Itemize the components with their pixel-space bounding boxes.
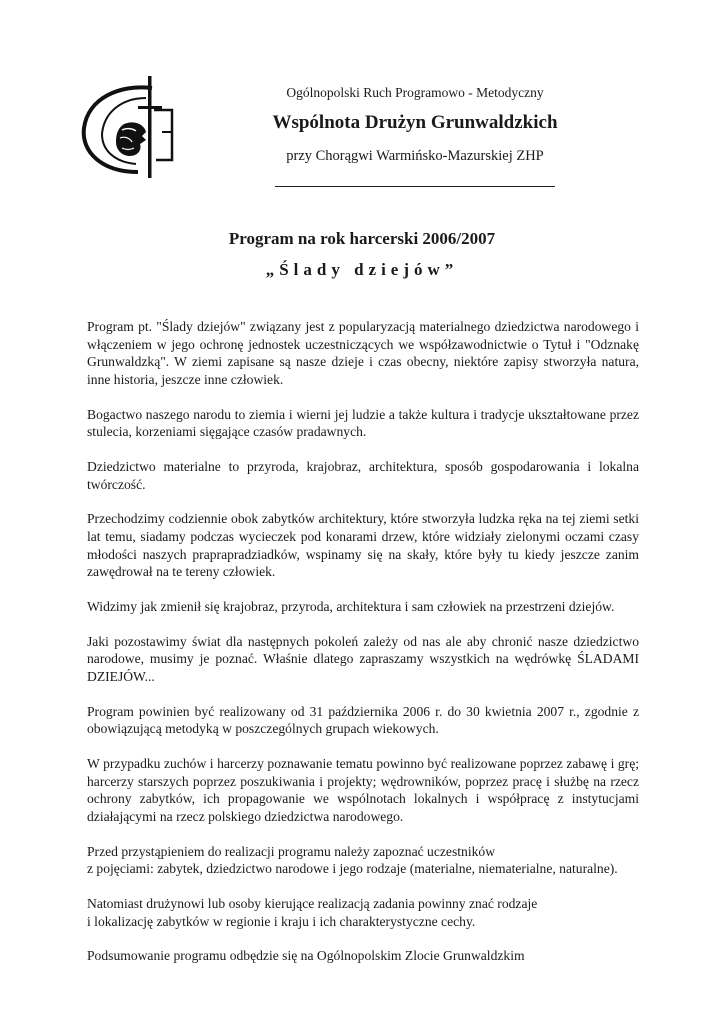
paragraph-4: Przechodzimy codziennie obok zabytków architektury, które stworzyła ludzka ręka na tej ziemi setki lat temu, siadamy podczas wycieczek pod konarami drzew, które widziały zielonymi oczami czasy młodości naszych praprapradziadków, wspinamy się na skały, które były tu kiedy jeszcze zanim zawędrował na te tereny człowiek. xyxy=(87,511,639,580)
paragraph-10 xyxy=(87,895,639,930)
organization-affiliation-heading: przy Chorągwi Warmińsko-Mazurskiej ZHP xyxy=(286,148,544,164)
wdg-emblem-logo xyxy=(80,76,176,178)
paragraph-7: Program powinien być realizowany od 31 października 2006 r. do 30 kwietnia 2007 r., zgodnie z obowiązującą metodyką w poszczególnych grupach wiekowych. xyxy=(87,703,639,737)
paragraph-1: Program pt. "Ślady dziejów" związany jest z popularyzacją materialnego dziedzictwa narodowego i włączeniem w jego ochronę jednostek uczestniczących we współzawodnictwie o Tytuł i "Odznakę Grunwaldzką". W ziemi zapisane są nasze dzieje i czas obecny, niektóre zapisy stworzyła natura, inne historia, jeszcze inne człowiek. xyxy=(87,319,639,387)
paragraph-5: Widzimy jak zmienił się krajobraz, przyroda, architektura i sam człowiek na przestrzeni dziejów. xyxy=(87,598,615,614)
paragraph-3: Dziedzictwo materialne to przyroda, krajobraz, architektura, sposób gospodarowania i lokalna twórczość. xyxy=(87,458,639,492)
paragraph-11: Podsumowanie programu odbędzie się na Ogólnopolskim Zlocie Grunwaldzkim xyxy=(87,948,525,964)
paragraph-10-line-1: Natomiast drużynowi lub osoby kierujące realizacją zadania powinny znać rodzaje xyxy=(87,895,538,911)
paragraph-9 xyxy=(87,843,639,878)
program-motto: „Ślady dziejów” xyxy=(265,260,459,279)
paragraph-2: Bogactwo naszego narodu to ziemia i wierni jej ludzie a także kultura i tradycje ukształtowane przez stulecia, korzeniami sięgające czasów pradawnych. xyxy=(87,406,639,440)
organization-movement-heading: Ogólnopolski Ruch Programowo - Metodyczny xyxy=(286,85,544,100)
document-body xyxy=(87,318,639,982)
paragraph-6: Jaki pozostawimy świat dla następnych pokoleń zależy od nas ale aby chronić nasze dziedzictwo narodowe, musimy je poznać. Właśnie dlatego zapraszamy wszystkich na wędrówkę ŚLADAMI DZIEJÓW... xyxy=(87,633,639,684)
header-divider xyxy=(275,186,555,187)
paragraph-8: W przypadku zuchów i harcerzy poznawanie tematu powinno być realizowane poprzez zabawę i grę; harcerzy starszych poprzez poszukiwania i projekty; wędrowników, poprzez pracę i służbę na rzecz ochrony zabytków, ich propagowanie we wspólnotach lokalnych i współpracę z instytucjami działającymi na rzecz polskiego dziedzictwa narodowego. xyxy=(87,756,639,824)
program-title: Program na rok harcerski 2006/2007 xyxy=(228,229,496,248)
paragraph-9-line-1: Przed przystąpieniem do realizacji programu należy zapoznać uczestników xyxy=(87,843,496,859)
paragraph-10-line-2: i lokalizację zabytków w regionie i kraju i ich charakterystyczne cechy. xyxy=(87,913,476,929)
paragraph-9-line-2: z pojęciami: zabytek, dziedzictwo narodowe i jego rodzaje (materialne, niematerialne, naturalne). xyxy=(87,861,618,877)
organization-name-heading: Wspólnota Drużyn Grunwaldzkich xyxy=(272,112,558,133)
